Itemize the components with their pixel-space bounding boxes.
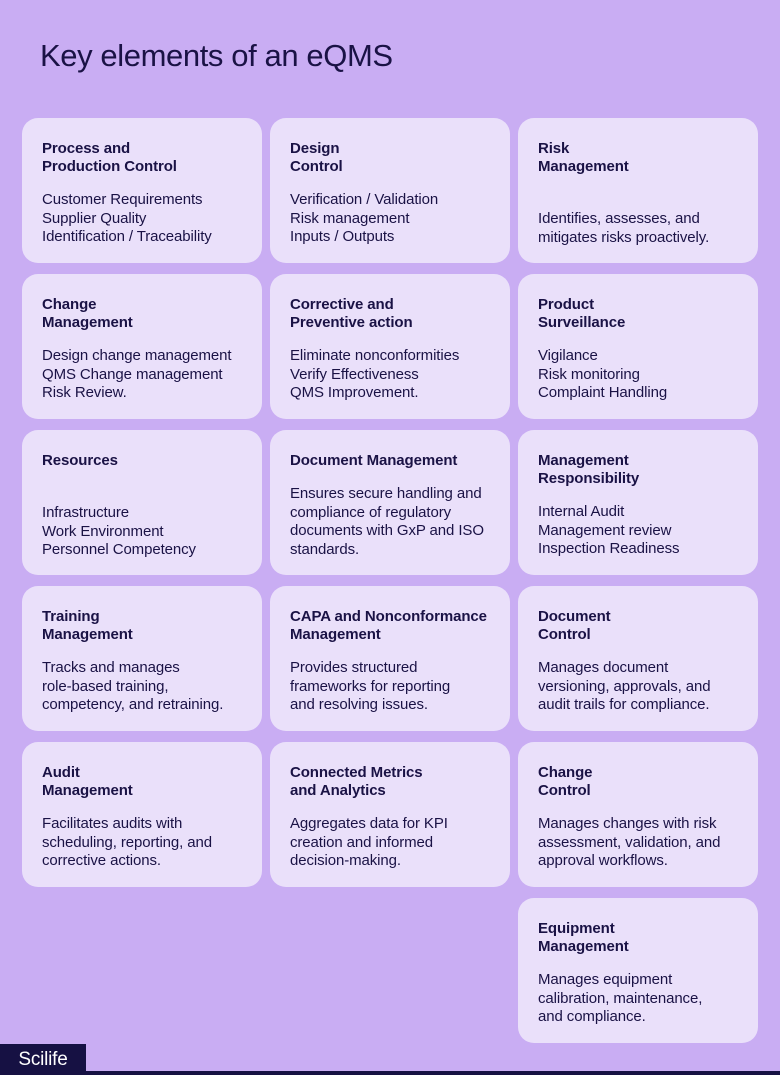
card-title: Resources xyxy=(42,452,118,469)
scilife-logo-text: Scilife xyxy=(18,1048,68,1070)
card-body: Facilitates audits with scheduling, reporting, and corrective actions. xyxy=(42,815,213,869)
scilife-logo xyxy=(0,1044,86,1075)
card-body: Internal Audit Management review Inspection Readiness xyxy=(538,503,680,557)
card-body: Identifies, assesses, and mitigates risks proactively. xyxy=(538,210,710,246)
card-body: Design change management QMS Change management Risk Review. xyxy=(42,347,232,401)
card-title: Process and Production Control xyxy=(42,140,177,175)
card-body: Ensures secure handling and compliance of regulatory documents with GxP and ISO standards. xyxy=(290,485,484,558)
card-title: Document Management xyxy=(290,452,458,469)
card-body: Infrastructure Work Environment Personnel Competency xyxy=(42,504,196,558)
card-body: Provides structured frameworks for reporting and resolving issues. xyxy=(290,659,451,713)
card-equipment-management xyxy=(518,898,758,1043)
card-corrective-and-preventive-action xyxy=(270,274,510,419)
card-body: Customer Requirements Supplier Quality Identification / Traceability xyxy=(42,191,212,245)
card-document-control xyxy=(518,586,758,731)
card-body: Vigilance Risk monitoring Complaint Handling xyxy=(538,347,668,401)
card-body: Manages equipment calibration, maintenance, and compliance. xyxy=(538,971,703,1025)
card-design-control xyxy=(270,118,510,263)
card-body: Manages document versioning, approvals, and audit trails for compliance. xyxy=(538,659,711,713)
bottom-bar xyxy=(0,1071,780,1075)
card-title: Product Surveillance xyxy=(538,296,626,331)
card-training-management xyxy=(22,586,262,731)
card-product-surveillance xyxy=(518,274,758,419)
card-management-responsibility xyxy=(518,430,758,575)
card-capa-and-nonconformance-management xyxy=(270,586,510,731)
card-title: Change Management xyxy=(42,296,133,331)
card-process-and-production-control xyxy=(22,118,262,263)
card-title: Training Management xyxy=(42,608,133,643)
card-connected-metrics-and-analytics xyxy=(270,742,510,887)
card-body: Aggregates data for KPI creation and informed decision-making. xyxy=(290,815,448,869)
card-title: Corrective and Preventive action xyxy=(290,296,413,331)
card-body: Manages changes with risk assessment, validation, and approval workflows. xyxy=(538,815,721,869)
card-body: Eliminate nonconformities Verify Effectiveness QMS Improvement. xyxy=(290,347,460,401)
card-title: CAPA and Nonconformance Management xyxy=(290,608,487,643)
card-title: Audit Management xyxy=(42,764,133,799)
card-change-management xyxy=(22,274,262,419)
card-title: Risk Management xyxy=(538,140,629,175)
card-body: Verification / Validation Risk management Inputs / Outputs xyxy=(290,191,439,245)
card-audit-management xyxy=(22,742,262,887)
card-title: Connected Metrics and Analytics xyxy=(290,764,423,799)
card-body: Tracks and manages role-based training, competency, and retraining. xyxy=(42,659,224,713)
cards-grid xyxy=(22,118,758,1043)
card-title: Equipment Management xyxy=(538,920,629,955)
page-title: Key elements of an eQMS xyxy=(40,38,393,73)
card-title: Design Control xyxy=(290,140,343,175)
card-resources xyxy=(22,430,262,575)
card-title: Document Control xyxy=(538,608,611,643)
card-document-management xyxy=(270,430,510,575)
card-title: Change Control xyxy=(538,764,593,799)
card-risk-management xyxy=(518,118,758,263)
card-title: Management Responsibility xyxy=(538,452,640,487)
card-change-control xyxy=(518,742,758,887)
